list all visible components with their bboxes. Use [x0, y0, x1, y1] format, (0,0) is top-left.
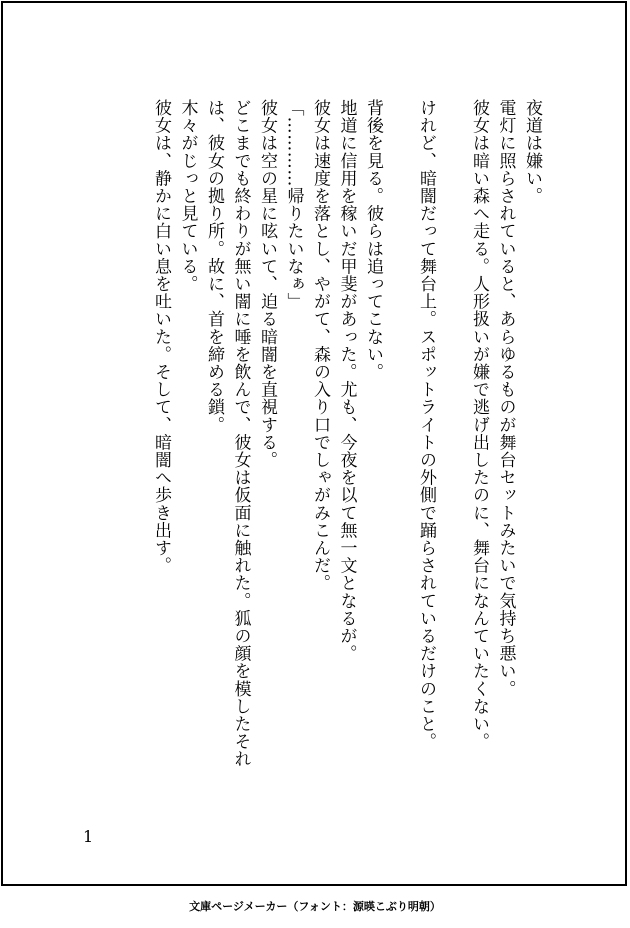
text-line: 彼女は速度を落とし、やがて、森の入り口でしゃがみこんだ。: [310, 99, 330, 592]
text-line: どこまでも終わりが無い闇に唾を飲んで、彼女は仮面に触れた。狐の顔を模したそれは、彼女の拠り所。故に、首を締める鎖。: [204, 99, 251, 768]
text-line: 電灯に照らされていると、あらゆるものが舞台セットみたいで気持ち悪い。: [495, 99, 516, 698]
text-line: 「…………帰りたいなぁ」: [283, 99, 304, 311]
text-line: 背後を見る。彼らは追ってこない。: [363, 99, 383, 381]
vertical-text-block: [85, 99, 545, 799]
text-line: 彼女は空の星に呟いて、迫る暗闇を直視する。: [257, 99, 277, 469]
blank-line: [386, 99, 413, 799]
page-frame: [1, 1, 627, 886]
blank-line: [439, 99, 466, 799]
text-line: けれど、暗闇だって舞台上。スポットライトの外側で踊らされているだけのこと。: [416, 99, 436, 751]
text-line: 地道に信用を稼いだ甲斐があった。尤も、今夜を以て無一文となるが。: [336, 99, 357, 663]
text-line: 彼女は、静かに白い息を吐いた。そして、暗闇へ歩き出す。: [151, 99, 171, 575]
text-line: 木々がじっと見ている。: [177, 99, 198, 293]
footer-caption: 文庫ページメーカー（フォント：源暎こぶり明朝）: [189, 900, 441, 913]
text-line: 夜道は嫌い。: [522, 99, 542, 205]
page-number: 1: [83, 827, 94, 846]
text-line: 彼女は暗い森へ走る。人形扱いが嫌で逃げ出したのに、舞台になんていたくない。: [469, 99, 489, 751]
